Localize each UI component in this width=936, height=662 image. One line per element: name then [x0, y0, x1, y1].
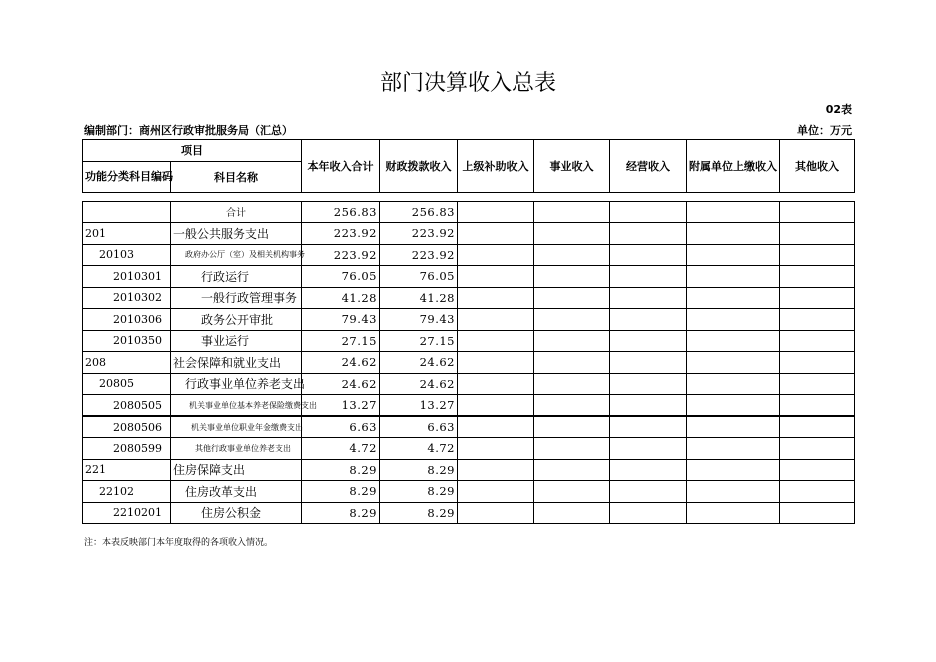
- row-name: 住房公积金: [171, 502, 302, 524]
- header-item: 项目: [83, 140, 302, 162]
- header-affiliated: 附属单位上缴收入: [687, 140, 780, 193]
- header-name: 科目名称: [171, 161, 302, 192]
- spacer-row: [83, 192, 855, 201]
- row-code: 2010350: [83, 330, 171, 352]
- row-name: 行政运行: [171, 266, 302, 288]
- row-name: 住房保障支出: [171, 459, 302, 481]
- page-title: 部门决算收入总表: [379, 71, 556, 96]
- table-row: [83, 244, 855, 266]
- table-row: [83, 352, 855, 374]
- header-total: 本年收入合计: [302, 140, 380, 193]
- row-fiscal: 223.92: [380, 244, 458, 266]
- row-total: 6.63: [302, 416, 380, 438]
- row-name: 一般公共服务支出: [171, 223, 302, 245]
- table-row: [83, 416, 855, 438]
- row-code: 2080506: [83, 416, 171, 438]
- row-name: 其他行政事业单位养老支出: [171, 438, 302, 460]
- row-code: 2010302: [83, 287, 171, 309]
- table-row: [83, 266, 855, 288]
- row-code: 2010306: [83, 309, 171, 331]
- row-total: 223.92: [302, 244, 380, 266]
- table-row: [83, 481, 855, 503]
- row-total: 41.28: [302, 287, 380, 309]
- row-fiscal: 27.15: [380, 330, 458, 352]
- table-row: [83, 309, 855, 331]
- footnote: 注：本表反映部门本年度取得的各项收入情况。: [84, 538, 274, 548]
- row-name: 机关事业单位基本养老保险缴费支出: [171, 395, 302, 417]
- header-superior: 上级补助收入: [458, 140, 534, 193]
- row-fiscal: 4.72: [380, 438, 458, 460]
- row-code: 2080599: [83, 438, 171, 460]
- table-row: [83, 287, 855, 309]
- table-row: [83, 459, 855, 481]
- row-fiscal: 24.62: [380, 373, 458, 395]
- row-total: 4.72: [302, 438, 380, 460]
- row-code: 22102: [83, 481, 171, 503]
- income-summary-table: [82, 139, 855, 524]
- row-total: 8.29: [302, 459, 380, 481]
- unit-label: 单位：万元: [797, 124, 852, 137]
- row-name: 政府办公厅（室）及相关机构事务: [171, 244, 302, 266]
- row-code: 2210201: [83, 502, 171, 524]
- row-fiscal: 13.27: [380, 395, 458, 417]
- row-total: 223.92: [302, 223, 380, 245]
- table-row: [83, 438, 855, 460]
- row-code: 2080505: [83, 395, 171, 417]
- row-total: 79.43: [302, 309, 380, 331]
- row-total: 8.29: [302, 481, 380, 503]
- row-fiscal: 24.62: [380, 352, 458, 374]
- row-name: 住房改革支出: [171, 481, 302, 503]
- table-row: [83, 330, 855, 352]
- table-row: [83, 395, 855, 417]
- row-total: 24.62: [302, 352, 380, 374]
- row-total: 76.05: [302, 266, 380, 288]
- row-total: 8.29: [302, 502, 380, 524]
- row-code: 221: [83, 459, 171, 481]
- row-name: 一般行政管理事务: [171, 287, 302, 309]
- row-total: 13.27: [302, 395, 380, 417]
- row-name: 事业运行: [171, 330, 302, 352]
- table-row: [83, 201, 855, 223]
- row-total: 24.62: [302, 373, 380, 395]
- row-code: 2010301: [83, 266, 171, 288]
- header-operating: 经营收入: [610, 140, 687, 193]
- row-name: 合计: [171, 201, 302, 223]
- row-name: 社会保障和就业支出: [171, 352, 302, 374]
- row-code: 201: [83, 223, 171, 245]
- row-fiscal: 41.28: [380, 287, 458, 309]
- row-total: 27.15: [302, 330, 380, 352]
- header-business: 事业收入: [534, 140, 610, 193]
- department-label: 编制部门：商州区行政审批服务局（汇总）: [84, 124, 293, 137]
- table-row: [83, 373, 855, 395]
- row-fiscal: 8.29: [380, 459, 458, 481]
- row-fiscal: 8.29: [380, 502, 458, 524]
- table-row: [83, 223, 855, 245]
- header-code: 功能分类科目编码: [83, 161, 171, 192]
- row-name: 行政事业单位养老支出: [171, 373, 302, 395]
- row-fiscal: 6.63: [380, 416, 458, 438]
- row-code: 20103: [83, 244, 171, 266]
- header-fiscal: 财政拨款收入: [380, 140, 458, 193]
- row-fiscal: 76.05: [380, 266, 458, 288]
- row-fiscal: 8.29: [380, 481, 458, 503]
- row-name: 政务公开审批: [171, 309, 302, 331]
- row-fiscal: 223.92: [380, 223, 458, 245]
- row-code: 208: [83, 352, 171, 374]
- row-fiscal: 256.83: [380, 201, 458, 223]
- form-number: 02表: [825, 103, 852, 116]
- row-fiscal: 79.43: [380, 309, 458, 331]
- row-name: 机关事业单位职业年金缴费支出: [171, 416, 302, 438]
- row-code: 20805: [83, 373, 171, 395]
- table-row: [83, 502, 855, 524]
- header-other: 其他收入: [780, 140, 855, 193]
- row-total: 256.83: [302, 201, 380, 223]
